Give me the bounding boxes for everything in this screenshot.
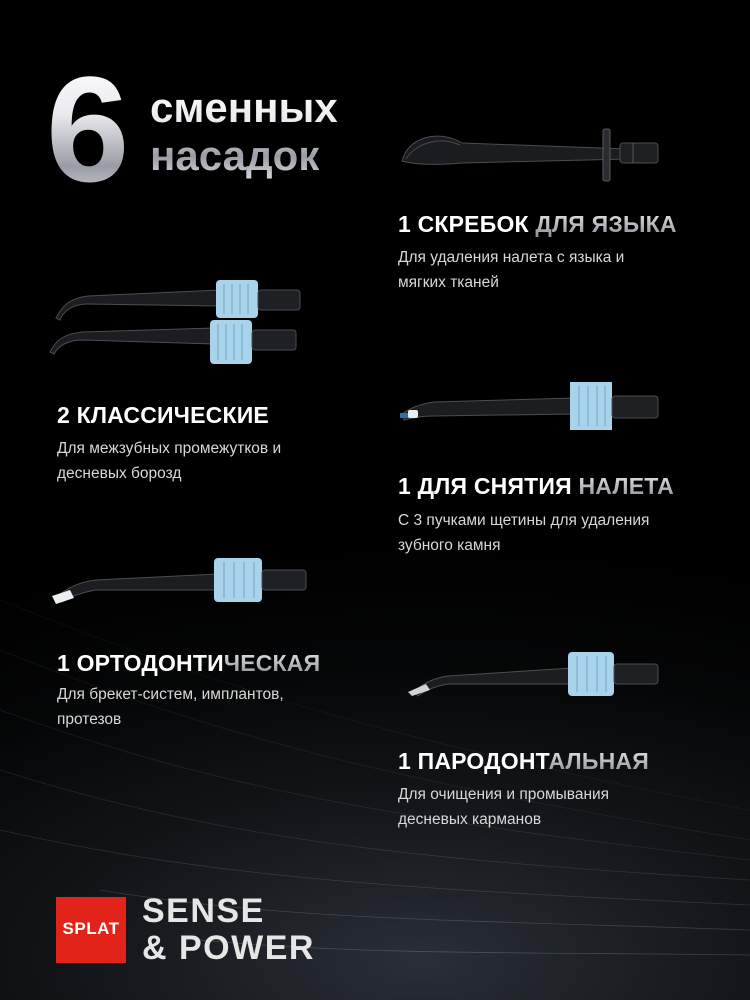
description-line: Для очищения и промывания — [398, 786, 610, 803]
item-title-gray: ДЛЯ ЯЗЫКА — [535, 211, 677, 237]
headline-line-2: насадок — [150, 132, 320, 179]
headline-line-1: сменных — [150, 84, 338, 131]
description-line: Для брекет-систем, имплантов, — [57, 686, 284, 703]
periodontal-nozzle-image — [404, 650, 664, 700]
nozzle-count-number: 6 — [46, 45, 126, 213]
item-title-gray: АЛЬНАЯ — [548, 748, 649, 774]
item-title-white: 1 ОРТОДОНТИ — [57, 650, 224, 676]
item-description-orthodontic — [57, 682, 284, 732]
item-title-classic — [57, 402, 269, 429]
item-title-gray: ЧЕСКАЯ — [223, 650, 321, 676]
item-title-white: 1 СКРЕБОК — [398, 211, 536, 237]
item-title-white: 1 ПАРОДОНТ — [398, 748, 549, 774]
headline — [150, 84, 338, 180]
description-line: протезов — [57, 711, 122, 728]
item-description-periodontal — [398, 782, 609, 832]
item-description-classic — [57, 436, 281, 486]
item-title-gray: НАЛЕТА — [578, 473, 674, 499]
splat-logo-text: SPLAT — [62, 919, 120, 938]
item-description-plaque-removal — [398, 508, 649, 558]
description-line: десневых карманов — [398, 811, 542, 828]
description-line: зубного камня — [398, 537, 501, 554]
item-title-tongue-scraper — [398, 211, 677, 238]
description-line: десневых борозд — [57, 465, 182, 482]
classic-nozzles-image — [48, 276, 308, 368]
brand-line-1: SENSE — [142, 892, 265, 930]
item-title-plaque-removal — [398, 473, 674, 500]
item-description-tongue-scraper — [398, 245, 624, 295]
description-line: Для межзубных промежутков и — [57, 440, 282, 457]
description-line: Для удаления налета с языка и — [398, 249, 625, 266]
item-title-orthodontic — [57, 650, 320, 677]
item-title-periodontal — [398, 748, 649, 775]
tongue-scraper-nozzle-image — [398, 125, 663, 185]
description-line: С 3 пучками щетины для удаления — [398, 512, 650, 529]
splat-logo — [56, 897, 126, 963]
plaque-removal-nozzle-image — [398, 380, 663, 434]
item-title-white: 2 КЛАССИЧЕСКИЕ — [57, 402, 269, 428]
brand-line-2: & POWER — [142, 929, 315, 967]
item-title-white: 1 ДЛЯ СНЯТИЯ — [398, 473, 579, 499]
orthodontic-nozzle-image — [50, 556, 310, 606]
description-line: мягких тканей — [398, 274, 499, 291]
brand-name — [142, 893, 315, 967]
